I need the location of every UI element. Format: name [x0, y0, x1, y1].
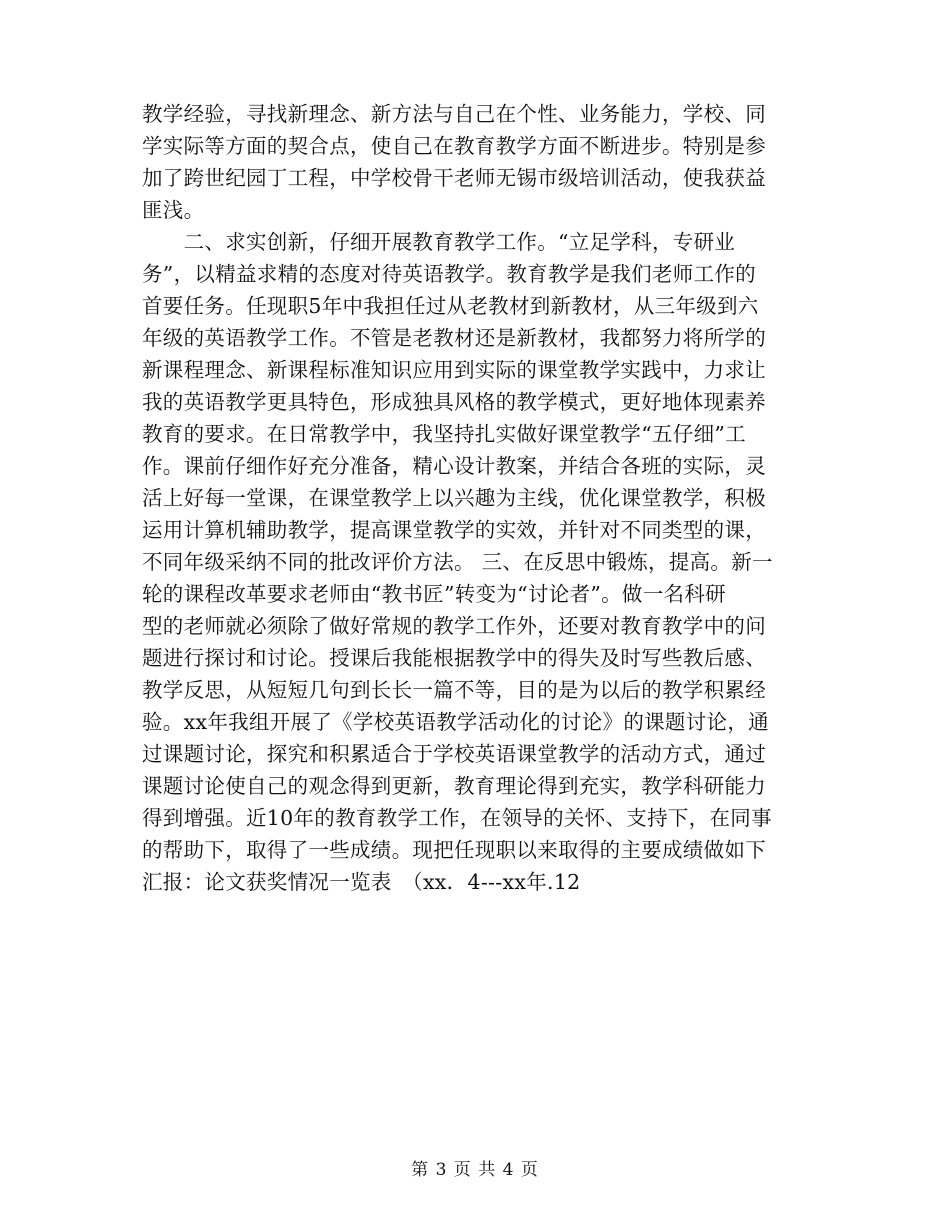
text-line: 务”，以精益求精的态度对待英语教学。教育教学是我们老师工作的 — [142, 262, 756, 286]
text-line: 首要任务。任现职5年中我担任过从老教材到新教材，从三年级到六 — [142, 294, 759, 318]
text-line: 轮的课程改革要求老师由“教书匠”转变为“讨论者”。做一名科研 — [142, 582, 726, 606]
text-line: 学实际等方面的契合点，使自己在教育教学方面不断进步。特别是参 — [142, 134, 766, 158]
text-line: 教学反思，从短短几句到长长一篇不等，目的是为以后的教学积累经 — [142, 678, 766, 702]
text-line: 题进行探讨和讨论。授课后我能根据教学中的得失及时写些教后感、 — [142, 646, 766, 670]
text-line: 年级的英语教学工作。不管是老教材还是新教材，我都努力将所学的 — [142, 326, 766, 350]
text-line: 新课程理念、新课程标准知识应用到实际的课堂教学实践中，力求让 — [142, 358, 766, 382]
text-line: 匪浅。 — [142, 198, 205, 222]
text-line: 教育的要求。在日常教学中，我坚持扎实做好课堂教学“五仔细”工 — [142, 422, 746, 446]
text-line: 加了跨世纪园丁工程，中学校骨干老师无锡市级培训活动，使我获益 — [142, 166, 766, 190]
text-line: 课题讨论使自己的观念得到更新，教育理论得到充实，教学科研能力 — [142, 774, 766, 798]
text-line: 的帮助下，取得了一些成绩。现把任现职以来取得的主要成绩做如下 — [142, 838, 766, 862]
text-line: 型的老师就必须除了做好常规的教学工作外，还要对教育教学中的问 — [142, 614, 766, 638]
text-line: 活上好每一堂课，在课堂教学上以兴趣为主线，优化课堂教学，积极 — [142, 486, 766, 510]
text-line: 二、求实创新，仔细开展教育教学工作。“立足学科，专研业 — [142, 230, 736, 254]
body-text — [142, 98, 812, 898]
text-line: 汇报：论文获奖情况一览表 （xx．4---xx年.12 — [142, 870, 581, 894]
text-line: 教学经验，寻找新理念、新方法与自己在个性、业务能力，学校、同 — [142, 102, 766, 126]
text-line: 运用计算机辅助教学，提高课堂教学的实效，并针对不同类型的课， — [142, 518, 766, 542]
text-line: 我的英语教学更具特色，形成独具风格的教学模式，更好地体现素养 — [142, 390, 766, 414]
text-line: 过课题讨论，探究和积累适合于学校英语课堂教学的活动方式，通过 — [142, 742, 766, 766]
text-line: 得到增强。近10年的教育教学工作，在领导的关怀、支持下，在同事 — [142, 806, 772, 830]
text-line: 验。xx年我组开展了《学校英语教学活动化的讨论》的课题讨论，通 — [142, 710, 769, 734]
text-line: 作。课前仔细作好充分准备，精心设计教案，并结合各班的实际，灵 — [142, 454, 766, 478]
text-line: 不同年级采纳不同的批改评价方法。 三、在反思中锻炼，提高。新一 — [142, 550, 773, 574]
page-number-footer: 第 3 页 共 4 页 — [411, 1160, 539, 1180]
